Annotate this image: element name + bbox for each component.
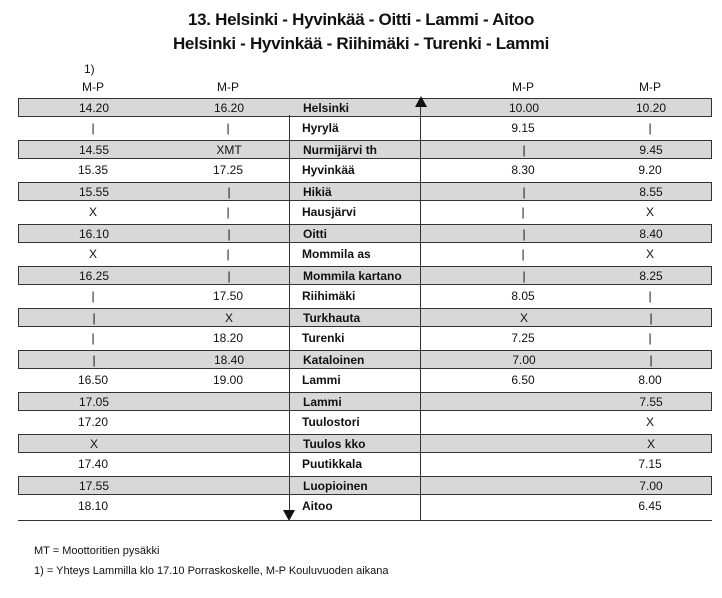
time-cell-col2: | <box>227 227 231 241</box>
stop-name: Oitti <box>303 227 327 241</box>
time-cell-col1: 15.55 <box>78 185 110 199</box>
time-cell-col4: 9.20 <box>638 163 662 177</box>
time-cell-col3 <box>439 435 609 454</box>
time-cell-col3: 7.25 <box>511 331 535 345</box>
time-cell-col4: | <box>648 331 652 345</box>
time-cell-col3: 8.30 <box>511 163 535 177</box>
time-cell-col3: | <box>522 227 526 241</box>
time-cell-col4: 8.00 <box>638 373 662 387</box>
table-row <box>18 455 712 474</box>
arrow-up-icon <box>415 96 427 107</box>
time-cell-col1: 16.25 <box>78 269 110 283</box>
table-row <box>18 182 712 201</box>
time-cell-col4: 9.45 <box>639 143 663 157</box>
stop-name: Lammi <box>303 395 342 409</box>
time-cell-col1: 17.05 <box>78 395 110 409</box>
column-header-1: M-P <box>82 80 104 94</box>
time-cell-col3 <box>439 393 609 412</box>
stop-name: Riihimäki <box>302 289 356 303</box>
time-cell-col1: | <box>91 121 95 135</box>
time-cell-col1: 15.35 <box>77 163 109 177</box>
time-cell-col2: | <box>227 185 231 199</box>
table-row <box>18 350 712 369</box>
column-header-3: M-P <box>512 80 534 94</box>
time-cell-col1: 18.10 <box>77 499 109 513</box>
stop-name: Puutikkala <box>302 457 363 471</box>
stop-name: Hyvinkää <box>302 163 355 177</box>
table-row <box>18 434 712 453</box>
timetable <box>18 98 712 520</box>
table-row <box>18 497 712 516</box>
time-cell-col4: X <box>645 415 654 429</box>
table-bottom-rule <box>18 520 712 521</box>
column-header-2: M-P <box>217 80 239 94</box>
time-cell-col3 <box>438 497 608 516</box>
time-cell-col2 <box>168 455 288 474</box>
timetable-title: 13. Helsinki - Hyvinkää - Oitti - Lammi - Aitoo <box>187 10 535 29</box>
time-cell-col3: 10.00 <box>508 101 540 115</box>
time-cell-col3: 7.00 <box>512 353 536 367</box>
time-cell-col4: 7.15 <box>638 457 662 471</box>
stop-name: Lammi <box>302 373 341 387</box>
up-direction-line <box>420 104 421 520</box>
time-cell-col4: 8.55 <box>639 185 663 199</box>
time-cell-col4: | <box>648 121 652 135</box>
stop-name: Tuulostori <box>302 415 360 429</box>
time-cell-col1: 14.20 <box>78 101 110 115</box>
table-row <box>18 161 712 180</box>
stop-name: Hikiä <box>303 185 332 199</box>
time-cell-col2: 16.20 <box>213 101 245 115</box>
time-cell-col3: X <box>519 311 528 325</box>
time-cell-col1: | <box>92 311 96 325</box>
table-row <box>18 266 712 285</box>
table-row <box>18 119 712 138</box>
time-cell-col1: X <box>89 437 98 451</box>
stop-name: Turenki <box>302 331 345 345</box>
stop-name: Nurmijärvi th <box>303 143 378 157</box>
footnote-mt: MT = Moottoritien pysäkki <box>34 545 160 557</box>
table-row <box>18 203 712 222</box>
time-cell-col2: | <box>227 269 231 283</box>
footnote-1: 1) = Yhteys Lammilla klo 17.10 Porraskoskelle, M-P Kouluvuoden aikana <box>34 565 389 577</box>
stop-name: Hyrylä <box>302 121 339 135</box>
time-cell-col2 <box>169 477 289 496</box>
time-cell-col3: | <box>522 143 526 157</box>
table-row <box>18 392 712 411</box>
stop-name: Aitoo <box>302 499 333 513</box>
time-cell-col1: | <box>91 331 95 345</box>
time-cell-col3 <box>438 455 608 474</box>
down-direction-line <box>289 115 290 513</box>
time-cell-col2: 18.40 <box>213 353 245 367</box>
time-cell-col2: | <box>226 205 230 219</box>
time-cell-col1: X <box>88 205 97 219</box>
stop-name: Kataloinen <box>303 353 365 367</box>
time-cell-col4: X <box>645 247 654 261</box>
time-cell-col1: 14.55 <box>78 143 110 157</box>
time-cell-col4: | <box>649 311 653 325</box>
time-cell-col1: 17.40 <box>77 457 109 471</box>
timetable-subtitle: Helsinki - Hyvinkää - Riihimäki - Turenki - Lammi <box>172 34 550 53</box>
time-cell-col4: 8.25 <box>639 269 663 283</box>
stop-name: Luopioinen <box>303 479 368 493</box>
time-cell-col2 <box>168 413 288 432</box>
time-cell-col2 <box>169 435 289 454</box>
time-cell-col2 <box>169 393 289 412</box>
time-cell-col1: | <box>91 289 95 303</box>
time-cell-col4: 6.45 <box>638 499 662 513</box>
time-cell-col3: | <box>521 205 525 219</box>
time-cell-col1: 17.55 <box>78 479 110 493</box>
column-header-4: M-P <box>639 80 661 94</box>
time-cell-col4: 7.55 <box>639 395 663 409</box>
stop-name: Hausjärvi <box>302 205 357 219</box>
table-row <box>18 98 712 117</box>
time-cell-col1: X <box>88 247 97 261</box>
time-cell-col3: | <box>522 185 526 199</box>
time-cell-col3: | <box>521 247 525 261</box>
table-row <box>18 329 712 348</box>
time-cell-col4: 7.00 <box>639 479 663 493</box>
stop-name: Helsinki <box>303 101 350 115</box>
table-row <box>18 140 712 159</box>
table-row <box>18 413 712 432</box>
time-cell-col4: 8.40 <box>639 227 663 241</box>
table-row <box>18 476 712 495</box>
time-cell-col2: 19.00 <box>212 373 244 387</box>
table-row <box>18 371 712 390</box>
stop-name: Turkhauta <box>303 311 361 325</box>
time-cell-col3 <box>438 413 608 432</box>
time-cell-col4: X <box>645 205 654 219</box>
time-cell-col3: 8.05 <box>511 289 535 303</box>
time-cell-col3 <box>439 477 609 496</box>
time-cell-col4: | <box>649 353 653 367</box>
time-cell-col2 <box>168 497 288 516</box>
table-row <box>18 224 712 243</box>
stop-name: Mommila kartano <box>303 269 402 283</box>
time-cell-col2: XMT <box>216 143 242 157</box>
time-cell-col2: X <box>224 311 233 325</box>
time-cell-col1: 16.10 <box>78 227 110 241</box>
column-note-marker: 1) <box>84 62 95 76</box>
time-cell-col1: 17.20 <box>77 415 109 429</box>
time-cell-col1: 16.50 <box>77 373 109 387</box>
time-cell-col2: | <box>226 121 230 135</box>
time-cell-col2: | <box>226 247 230 261</box>
time-cell-col3: 6.50 <box>511 373 535 387</box>
time-cell-col3: | <box>522 269 526 283</box>
time-cell-col2: 18.20 <box>212 331 244 345</box>
time-cell-col4: | <box>648 289 652 303</box>
time-cell-col4: X <box>646 437 655 451</box>
time-cell-col3: 9.15 <box>511 121 535 135</box>
stop-name: Tuulos kko <box>303 437 366 451</box>
stop-name: Mommila as <box>302 247 371 261</box>
table-row <box>18 308 712 327</box>
table-row <box>18 245 712 264</box>
time-cell-col2: 17.50 <box>212 289 244 303</box>
time-cell-col4: 10.20 <box>635 101 667 115</box>
time-cell-col1: | <box>92 353 96 367</box>
time-cell-col2: 17.25 <box>212 163 244 177</box>
table-row <box>18 287 712 306</box>
